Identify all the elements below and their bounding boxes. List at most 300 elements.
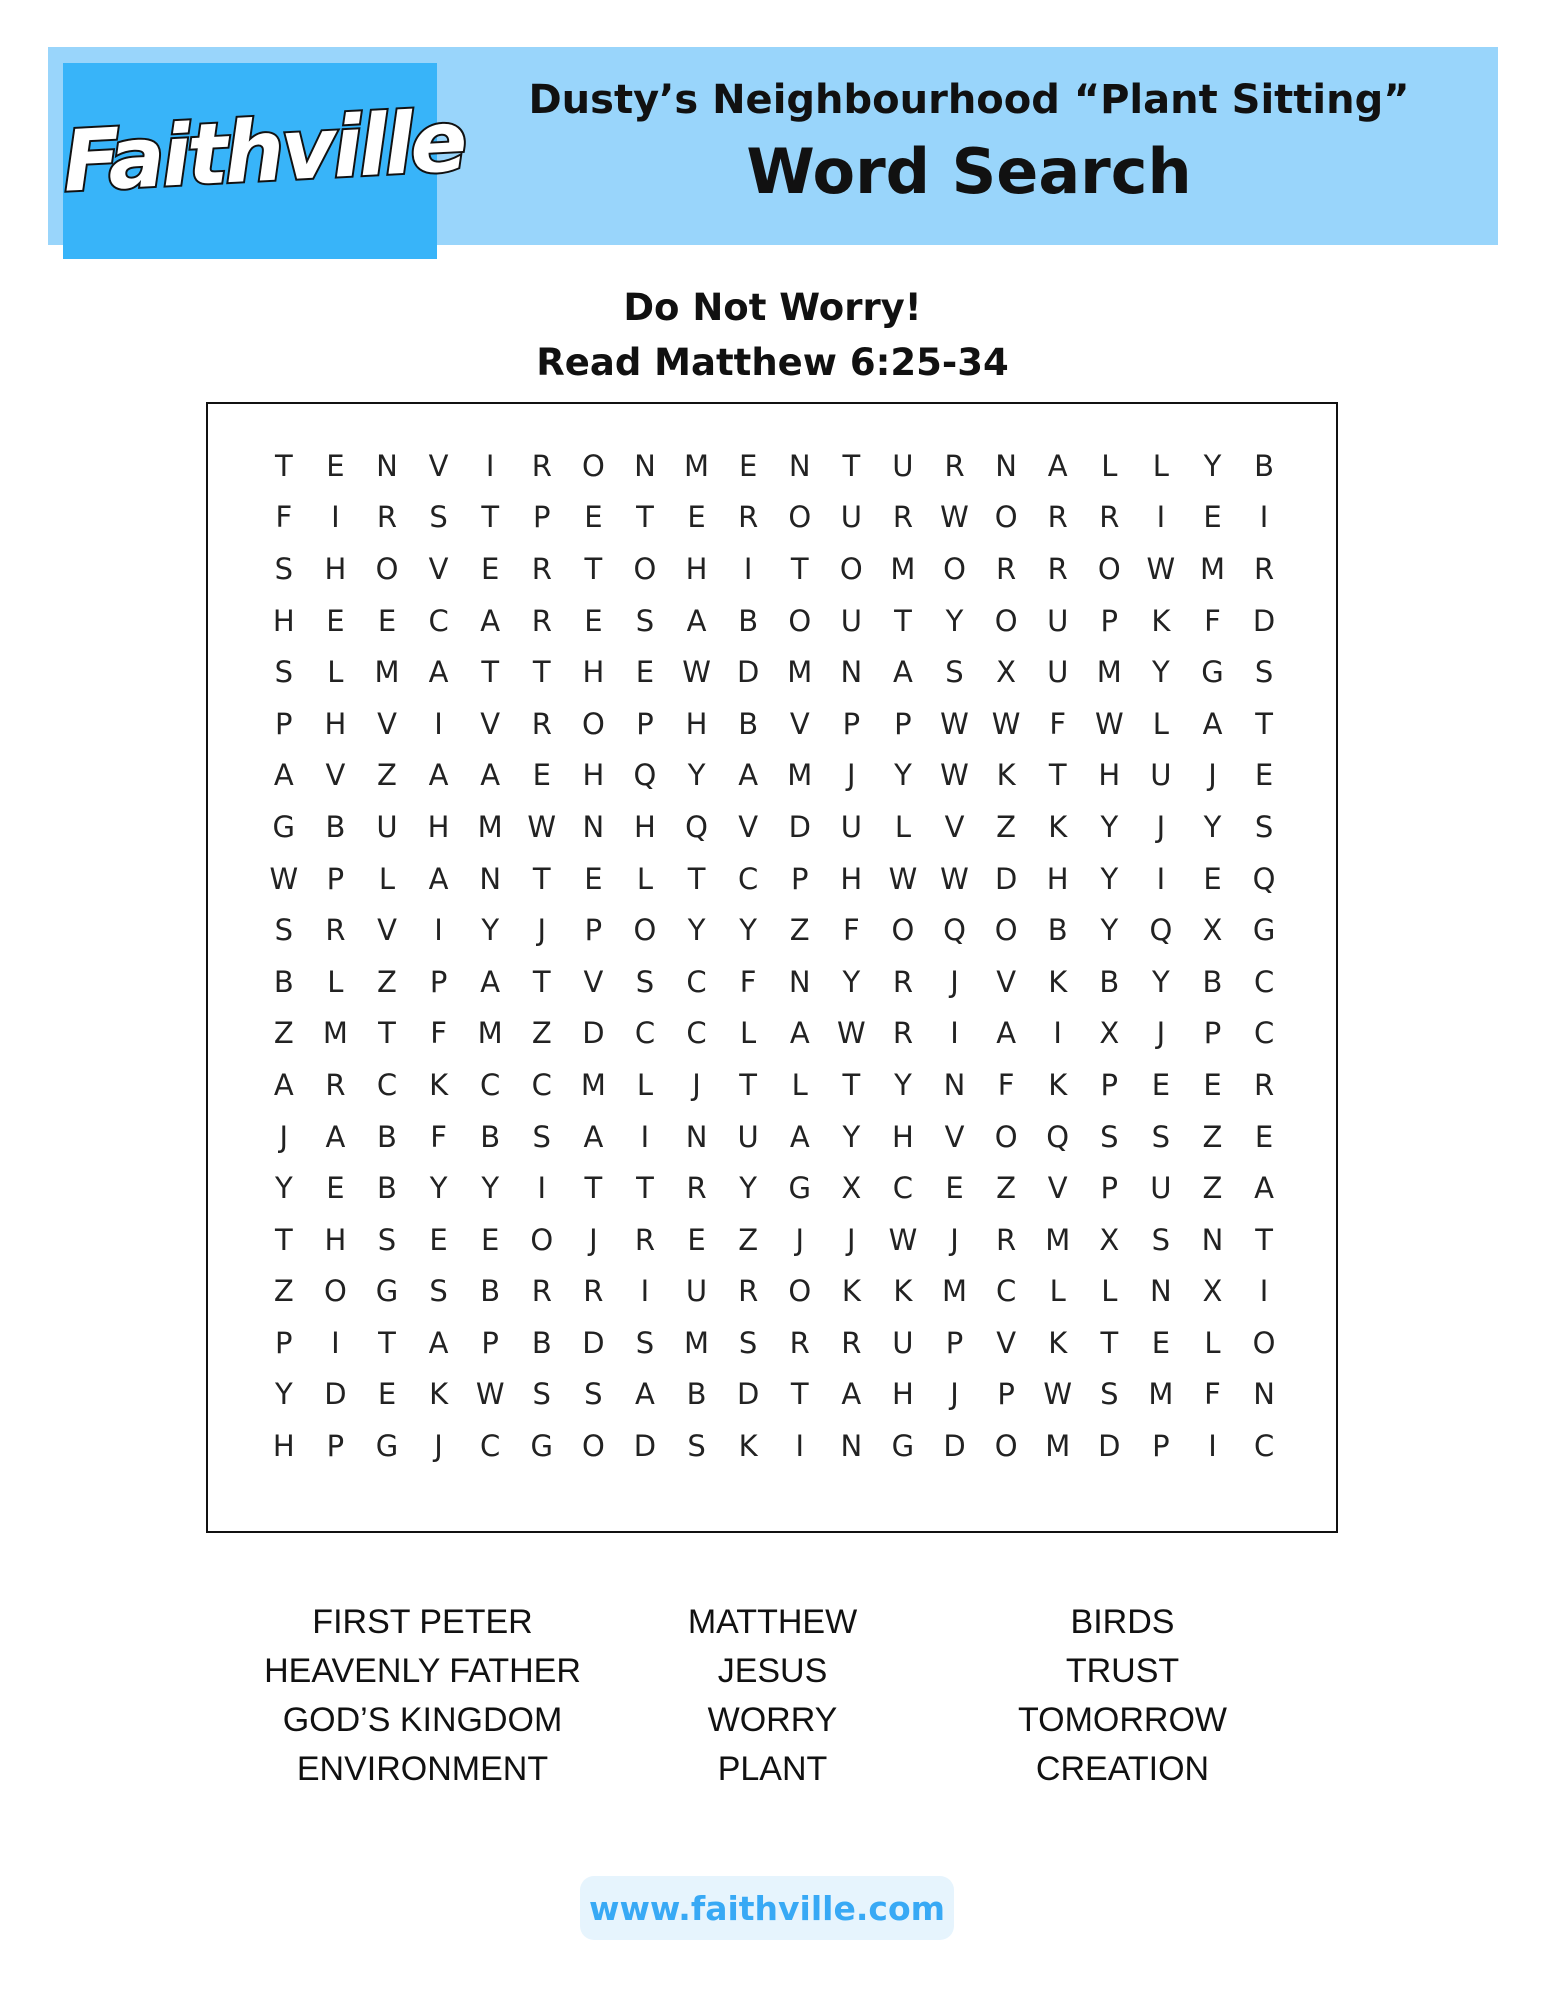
grid-letter[interactable]: Q <box>1252 861 1276 896</box>
grid-letter[interactable]: S <box>429 1274 448 1309</box>
grid-letter[interactable]: V <box>377 706 397 741</box>
grid-letter[interactable]: R <box>531 603 552 638</box>
grid-letter[interactable]: M <box>1148 1377 1174 1412</box>
grid-letter[interactable]: S <box>635 1325 655 1360</box>
grid-letter[interactable]: B <box>480 1119 501 1154</box>
grid-letter[interactable]: P <box>481 1325 499 1360</box>
grid-letter[interactable]: B <box>738 603 759 638</box>
grid-letter[interactable]: I <box>485 448 495 483</box>
grid-letter[interactable]: H <box>427 809 450 844</box>
grid-letter[interactable]: E <box>1203 1067 1222 1102</box>
grid-letter[interactable]: T <box>687 861 706 896</box>
grid-letter[interactable]: A <box>1202 706 1223 741</box>
grid-letter[interactable]: E <box>738 448 758 483</box>
grid-letter[interactable]: E <box>429 1222 448 1257</box>
grid-letter[interactable]: W <box>1043 1377 1073 1412</box>
grid-letter[interactable]: B <box>325 809 346 844</box>
grid-letter[interactable]: E <box>635 655 655 690</box>
grid-letter[interactable]: Z <box>738 1222 759 1257</box>
grid-letter[interactable]: L <box>636 1067 654 1102</box>
grid-letter[interactable]: K <box>1048 1325 1068 1360</box>
grid-letter[interactable]: P <box>533 500 551 535</box>
grid-letter[interactable]: I <box>434 706 443 741</box>
grid-letter[interactable]: Z <box>273 1016 294 1051</box>
grid-letter[interactable]: Q <box>633 758 657 793</box>
grid-letter[interactable]: M <box>787 655 813 690</box>
grid-letter[interactable]: E <box>1151 1067 1171 1102</box>
grid-letter[interactable]: H <box>840 861 863 896</box>
grid-letter[interactable]: H <box>324 551 347 586</box>
grid-letter[interactable]: T <box>636 1171 654 1206</box>
grid-letter[interactable]: I <box>1156 861 1166 896</box>
grid-letter[interactable]: C <box>428 603 449 638</box>
grid-letter[interactable]: Y <box>894 758 912 793</box>
grid-letter[interactable]: H <box>582 655 605 690</box>
grid-letter[interactable]: P <box>326 861 345 896</box>
grid-letter[interactable]: Y <box>1100 913 1119 948</box>
grid-letter[interactable]: U <box>892 1325 914 1360</box>
grid-letter[interactable]: C <box>480 1429 501 1464</box>
grid-letter[interactable]: R <box>892 500 913 535</box>
grid-letter[interactable]: L <box>1152 706 1169 741</box>
grid-letter[interactable]: T <box>532 964 551 999</box>
grid-letter[interactable]: U <box>376 809 398 844</box>
grid-letter[interactable]: M <box>684 1325 710 1360</box>
grid-letter[interactable]: A <box>1047 448 1068 483</box>
grid-letter[interactable]: F <box>1204 603 1221 638</box>
grid-letter[interactable]: A <box>789 1016 810 1051</box>
grid-letter[interactable]: E <box>326 1171 345 1206</box>
grid-letter[interactable]: U <box>1150 758 1172 793</box>
grid-letter[interactable]: W <box>940 706 969 741</box>
grid-letter[interactable]: I <box>1208 1429 1217 1464</box>
grid-letter[interactable]: R <box>841 1325 862 1360</box>
grid-letter[interactable]: K <box>1048 809 1068 844</box>
grid-letter[interactable]: K <box>738 1429 758 1464</box>
grid-letter[interactable]: O <box>530 1222 554 1257</box>
grid-letter[interactable]: J <box>1156 1016 1166 1051</box>
grid-letter[interactable]: N <box>634 448 656 483</box>
grid-letter[interactable]: Q <box>685 809 708 844</box>
grid-letter[interactable]: O <box>581 1429 605 1464</box>
grid-letter[interactable]: B <box>1202 964 1223 999</box>
grid-letter[interactable]: A <box>635 1377 655 1412</box>
grid-letter[interactable]: H <box>272 603 295 638</box>
grid-letter[interactable]: A <box>1254 1171 1274 1206</box>
grid-letter[interactable]: K <box>841 1274 861 1309</box>
grid-letter[interactable]: J <box>847 1222 856 1257</box>
grid-letter[interactable]: X <box>1099 1016 1120 1051</box>
grid-letter[interactable]: U <box>685 1274 708 1309</box>
grid-letter[interactable]: E <box>1203 500 1222 535</box>
grid-letter[interactable]: E <box>584 500 603 535</box>
grid-letter[interactable]: L <box>1101 1274 1118 1309</box>
grid-letter[interactable]: L <box>378 861 396 896</box>
grid-letter[interactable]: H <box>634 809 656 844</box>
grid-letter[interactable]: V <box>583 964 604 999</box>
grid-letter[interactable]: N <box>685 1119 708 1154</box>
grid-letter[interactable]: M <box>322 1016 348 1051</box>
grid-letter[interactable]: S <box>377 1222 397 1257</box>
grid-letter[interactable]: H <box>892 1119 914 1154</box>
grid-letter[interactable]: W <box>1094 706 1124 741</box>
grid-letter[interactable]: Y <box>687 913 706 948</box>
grid-letter[interactable]: T <box>584 1171 603 1206</box>
grid-letter[interactable]: Z <box>377 964 397 999</box>
grid-letter[interactable]: G <box>272 809 296 844</box>
grid-letter[interactable]: O <box>788 500 812 535</box>
grid-letter[interactable]: P <box>429 964 448 999</box>
grid-letter[interactable]: Y <box>1100 861 1119 896</box>
grid-letter[interactable]: T <box>842 1067 861 1102</box>
grid-letter[interactable]: Y <box>1152 655 1170 690</box>
grid-letter[interactable]: M <box>1045 1222 1071 1257</box>
grid-letter[interactable]: B <box>1254 448 1275 483</box>
grid-letter[interactable]: D <box>324 1377 347 1412</box>
grid-letter[interactable]: R <box>996 1222 1017 1257</box>
grid-letter[interactable]: V <box>480 706 501 741</box>
grid-letter[interactable]: R <box>1047 551 1068 586</box>
grid-letter[interactable]: N <box>840 1429 863 1464</box>
grid-letter[interactable]: M <box>684 448 710 483</box>
grid-letter[interactable]: D <box>1252 603 1276 638</box>
grid-letter[interactable]: R <box>531 706 552 741</box>
grid-letter[interactable]: R <box>996 551 1017 586</box>
grid-letter[interactable]: T <box>636 500 654 535</box>
grid-letter[interactable]: L <box>894 809 911 844</box>
grid-letter[interactable]: R <box>892 1016 913 1051</box>
grid-letter[interactable]: E <box>687 1222 706 1257</box>
grid-letter[interactable]: R <box>325 1067 346 1102</box>
grid-letter[interactable]: P <box>997 1377 1015 1412</box>
grid-letter[interactable]: P <box>894 706 912 741</box>
grid-letter[interactable]: V <box>789 706 810 741</box>
grid-letter[interactable]: D <box>943 1429 966 1464</box>
grid-letter[interactable]: M <box>477 1016 503 1051</box>
grid-letter[interactable]: L <box>1204 1325 1221 1360</box>
grid-letter[interactable]: V <box>944 809 965 844</box>
grid-letter[interactable]: C <box>1253 964 1275 999</box>
grid-letter[interactable]: E <box>687 500 706 535</box>
grid-letter[interactable]: O <box>788 603 812 638</box>
grid-letter[interactable]: S <box>584 1377 603 1412</box>
grid-letter[interactable]: S <box>429 500 448 535</box>
grid-letter[interactable]: S <box>274 913 293 948</box>
grid-letter[interactable]: J <box>589 1222 598 1257</box>
grid-letter[interactable]: E <box>584 861 603 896</box>
grid-letter[interactable]: O <box>633 551 657 586</box>
grid-letter[interactable]: R <box>944 448 965 483</box>
grid-letter[interactable]: M <box>1199 551 1225 586</box>
grid-letter[interactable]: W <box>269 861 299 896</box>
grid-letter[interactable]: T <box>790 1377 809 1412</box>
grid-letter[interactable]: S <box>687 1429 706 1464</box>
grid-letter[interactable]: T <box>1048 758 1067 793</box>
grid-letter[interactable]: C <box>480 1067 501 1102</box>
grid-letter[interactable]: R <box>583 1274 604 1309</box>
grid-letter[interactable]: F <box>430 1016 447 1051</box>
grid-letter[interactable]: Y <box>1203 809 1222 844</box>
grid-letter[interactable]: J <box>434 1429 443 1464</box>
grid-letter[interactable]: Z <box>377 758 397 793</box>
grid-letter[interactable]: B <box>273 964 294 999</box>
grid-letter[interactable]: T <box>584 551 603 586</box>
grid-letter[interactable]: C <box>1253 1429 1275 1464</box>
grid-letter[interactable]: J <box>537 913 547 948</box>
grid-letter[interactable]: H <box>272 1429 295 1464</box>
grid-letter[interactable]: U <box>1047 655 1069 690</box>
grid-letter[interactable]: I <box>331 500 340 535</box>
grid-letter[interactable]: D <box>736 1377 760 1412</box>
grid-letter[interactable]: U <box>840 603 862 638</box>
grid-letter[interactable]: P <box>842 706 861 741</box>
grid-letter[interactable]: P <box>790 861 809 896</box>
grid-letter[interactable]: E <box>377 603 397 638</box>
grid-letter[interactable]: Q <box>1149 913 1173 948</box>
grid-letter[interactable]: T <box>532 861 551 896</box>
grid-letter[interactable]: S <box>532 1377 551 1412</box>
grid-letter[interactable]: P <box>1100 1171 1119 1206</box>
grid-letter[interactable]: E <box>1254 758 1274 793</box>
grid-letter[interactable]: C <box>634 1016 656 1051</box>
grid-letter[interactable]: I <box>1259 1274 1269 1309</box>
grid-letter[interactable]: X <box>1202 1274 1223 1309</box>
grid-letter[interactable]: P <box>275 706 293 741</box>
grid-letter[interactable]: O <box>943 551 966 586</box>
grid-letter[interactable]: A <box>583 1119 604 1154</box>
grid-letter[interactable]: F <box>275 500 293 535</box>
grid-letter[interactable]: X <box>841 1171 862 1206</box>
grid-letter[interactable]: T <box>1255 1222 1273 1257</box>
grid-letter[interactable]: B <box>480 1274 501 1309</box>
grid-letter[interactable]: I <box>331 1325 340 1360</box>
grid-letter[interactable]: H <box>685 551 708 586</box>
grid-letter[interactable]: Q <box>943 913 966 948</box>
grid-letter[interactable]: H <box>1046 861 1069 896</box>
grid-letter[interactable]: D <box>633 1429 657 1464</box>
grid-letter[interactable]: E <box>584 603 603 638</box>
grid-letter[interactable]: A <box>738 758 759 793</box>
grid-letter[interactable]: Y <box>1100 809 1119 844</box>
grid-letter[interactable]: C <box>686 964 707 999</box>
grid-letter[interactable]: N <box>788 964 811 999</box>
grid-letter[interactable]: S <box>1254 809 1274 844</box>
grid-letter[interactable]: H <box>582 758 605 793</box>
grid-letter[interactable]: Y <box>894 1067 912 1102</box>
grid-letter[interactable]: L <box>327 655 344 690</box>
grid-letter[interactable]: C <box>1253 1016 1275 1051</box>
grid-letter[interactable]: E <box>1254 1119 1274 1154</box>
grid-letter[interactable]: E <box>326 603 345 638</box>
grid-letter[interactable]: A <box>686 603 707 638</box>
grid-letter[interactable]: E <box>945 1171 964 1206</box>
grid-letter[interactable]: R <box>531 448 552 483</box>
grid-letter[interactable]: I <box>434 913 443 948</box>
grid-letter[interactable]: P <box>1203 1016 1222 1051</box>
grid-letter[interactable]: B <box>531 1325 552 1360</box>
grid-letter[interactable]: W <box>1146 551 1176 586</box>
grid-letter[interactable]: K <box>1151 603 1171 638</box>
grid-letter[interactable]: L <box>636 861 654 896</box>
grid-letter[interactable]: O <box>1252 1325 1276 1360</box>
grid-letter[interactable]: J <box>1156 809 1166 844</box>
grid-letter[interactable]: L <box>327 964 344 999</box>
grid-letter[interactable]: T <box>274 448 293 483</box>
grid-letter[interactable]: Y <box>945 603 964 638</box>
grid-letter[interactable]: Y <box>274 1377 293 1412</box>
grid-letter[interactable]: Z <box>531 1016 552 1051</box>
grid-letter[interactable]: S <box>945 655 964 690</box>
grid-letter[interactable]: I <box>537 1171 547 1206</box>
grid-letter[interactable]: Z <box>1202 1119 1223 1154</box>
grid-letter[interactable]: I <box>795 1429 805 1464</box>
grid-letter[interactable]: T <box>739 1067 757 1102</box>
grid-letter[interactable]: A <box>428 861 449 896</box>
grid-letter[interactable]: R <box>1047 500 1068 535</box>
grid-letter[interactable]: U <box>892 448 914 483</box>
grid-letter[interactable]: K <box>1048 964 1068 999</box>
grid-letter[interactable]: N <box>943 1067 966 1102</box>
grid-letter[interactable]: A <box>841 1377 862 1412</box>
grid-letter[interactable]: V <box>944 1119 965 1154</box>
grid-letter[interactable]: W <box>940 758 969 793</box>
grid-letter[interactable]: J <box>950 1222 959 1257</box>
grid-letter[interactable]: V <box>996 1325 1017 1360</box>
grid-letter[interactable]: K <box>1048 1067 1068 1102</box>
grid-letter[interactable]: L <box>740 1016 757 1051</box>
grid-letter[interactable]: O <box>994 500 1018 535</box>
website-link[interactable]: www.faithville.com <box>580 1876 954 1940</box>
grid-letter[interactable]: N <box>1253 1377 1275 1412</box>
grid-letter[interactable]: W <box>836 1016 866 1051</box>
grid-letter[interactable]: L <box>1152 448 1169 483</box>
grid-letter[interactable]: R <box>325 913 346 948</box>
grid-letter[interactable]: V <box>428 551 449 586</box>
grid-letter[interactable]: R <box>738 500 759 535</box>
grid-letter[interactable]: J <box>950 1377 959 1412</box>
grid-letter[interactable]: T <box>1255 706 1273 741</box>
grid-letter[interactable]: J <box>847 758 856 793</box>
grid-letter[interactable]: J <box>950 964 959 999</box>
grid-letter[interactable]: F <box>739 964 757 999</box>
grid-letter[interactable]: M <box>477 809 503 844</box>
grid-letter[interactable]: D <box>1098 1429 1121 1464</box>
grid-letter[interactable]: E <box>532 758 551 793</box>
grid-letter[interactable]: O <box>994 1119 1018 1154</box>
grid-letter[interactable]: L <box>1101 448 1118 483</box>
grid-letter[interactable]: F <box>1204 1377 1221 1412</box>
grid-letter[interactable]: X <box>1202 913 1223 948</box>
grid-letter[interactable]: J <box>279 1119 289 1154</box>
grid-letter[interactable]: I <box>1259 500 1269 535</box>
grid-letter[interactable]: I <box>950 1016 959 1051</box>
grid-letter[interactable]: O <box>375 551 399 586</box>
grid-letter[interactable]: Z <box>996 809 1017 844</box>
grid-letter[interactable]: A <box>428 758 449 793</box>
grid-letter[interactable]: Y <box>429 1171 448 1206</box>
grid-letter[interactable]: L <box>1049 1274 1066 1309</box>
grid-letter[interactable]: W <box>991 706 1021 741</box>
grid-letter[interactable]: O <box>891 913 915 948</box>
grid-letter[interactable]: E <box>1151 1325 1171 1360</box>
grid-letter[interactable]: T <box>481 500 500 535</box>
grid-letter[interactable]: R <box>531 1274 552 1309</box>
grid-letter[interactable]: T <box>378 1016 396 1051</box>
grid-letter[interactable]: G <box>1201 655 1224 690</box>
grid-letter[interactable]: O <box>323 1274 347 1309</box>
grid-letter[interactable]: Y <box>1203 448 1222 483</box>
grid-letter[interactable]: R <box>531 551 552 586</box>
grid-letter[interactable]: H <box>324 706 347 741</box>
grid-letter[interactable]: N <box>995 448 1017 483</box>
grid-letter[interactable]: G <box>1252 913 1276 948</box>
grid-letter[interactable]: E <box>481 551 500 586</box>
grid-letter[interactable]: Y <box>739 1171 757 1206</box>
grid-letter[interactable]: Y <box>687 758 706 793</box>
grid-letter[interactable]: S <box>1151 1222 1171 1257</box>
grid-letter[interactable]: S <box>1254 655 1274 690</box>
grid-letter[interactable]: Y <box>842 964 861 999</box>
grid-letter[interactable]: U <box>1047 603 1069 638</box>
grid-letter[interactable]: V <box>1047 1171 1068 1206</box>
grid-letter[interactable]: S <box>532 1119 551 1154</box>
grid-letter[interactable]: J <box>795 1222 805 1257</box>
grid-letter[interactable]: A <box>273 1067 294 1102</box>
grid-letter[interactable]: Y <box>739 913 757 948</box>
grid-letter[interactable]: C <box>892 1171 914 1206</box>
grid-letter[interactable]: S <box>1100 1119 1119 1154</box>
grid-letter[interactable]: V <box>996 964 1017 999</box>
grid-letter[interactable]: Y <box>842 1119 861 1154</box>
grid-letter[interactable]: P <box>1152 1429 1170 1464</box>
grid-letter[interactable]: K <box>893 1274 913 1309</box>
grid-letter[interactable]: N <box>840 655 863 690</box>
grid-letter[interactable]: U <box>1150 1171 1172 1206</box>
grid-letter[interactable]: C <box>995 1274 1017 1309</box>
grid-letter[interactable]: O <box>633 913 657 948</box>
grid-letter[interactable]: W <box>940 861 969 896</box>
grid-letter[interactable]: B <box>686 1377 707 1412</box>
grid-letter[interactable]: F <box>430 1119 447 1154</box>
grid-letter[interactable]: G <box>530 1429 553 1464</box>
grid-letter[interactable]: T <box>1100 1325 1119 1360</box>
grid-letter[interactable]: A <box>325 1119 346 1154</box>
grid-letter[interactable]: R <box>738 1274 759 1309</box>
grid-letter[interactable]: P <box>584 913 603 948</box>
grid-letter[interactable]: F <box>1049 706 1067 741</box>
grid-letter[interactable]: N <box>479 861 502 896</box>
grid-letter[interactable]: P <box>636 706 654 741</box>
grid-letter[interactable]: Y <box>481 913 500 948</box>
grid-letter[interactable]: R <box>634 1222 656 1257</box>
grid-letter[interactable]: P <box>945 1325 964 1360</box>
grid-letter[interactable]: B <box>377 1171 397 1206</box>
grid-letter[interactable]: B <box>738 706 759 741</box>
grid-letter[interactable]: O <box>788 1274 812 1309</box>
grid-letter[interactable]: R <box>1254 551 1275 586</box>
grid-letter[interactable]: Z <box>1202 1171 1223 1206</box>
grid-letter[interactable]: A <box>996 1016 1017 1051</box>
grid-letter[interactable]: D <box>994 861 1018 896</box>
grid-letter[interactable]: A <box>789 1119 810 1154</box>
grid-letter[interactable]: G <box>375 1274 399 1309</box>
grid-letter[interactable]: Z <box>789 913 810 948</box>
grid-letter[interactable]: K <box>429 1067 449 1102</box>
grid-letter[interactable]: X <box>996 655 1017 690</box>
grid-letter[interactable]: H <box>324 1222 347 1257</box>
grid-letter[interactable]: P <box>326 1429 345 1464</box>
grid-letter[interactable]: I <box>1156 500 1166 535</box>
